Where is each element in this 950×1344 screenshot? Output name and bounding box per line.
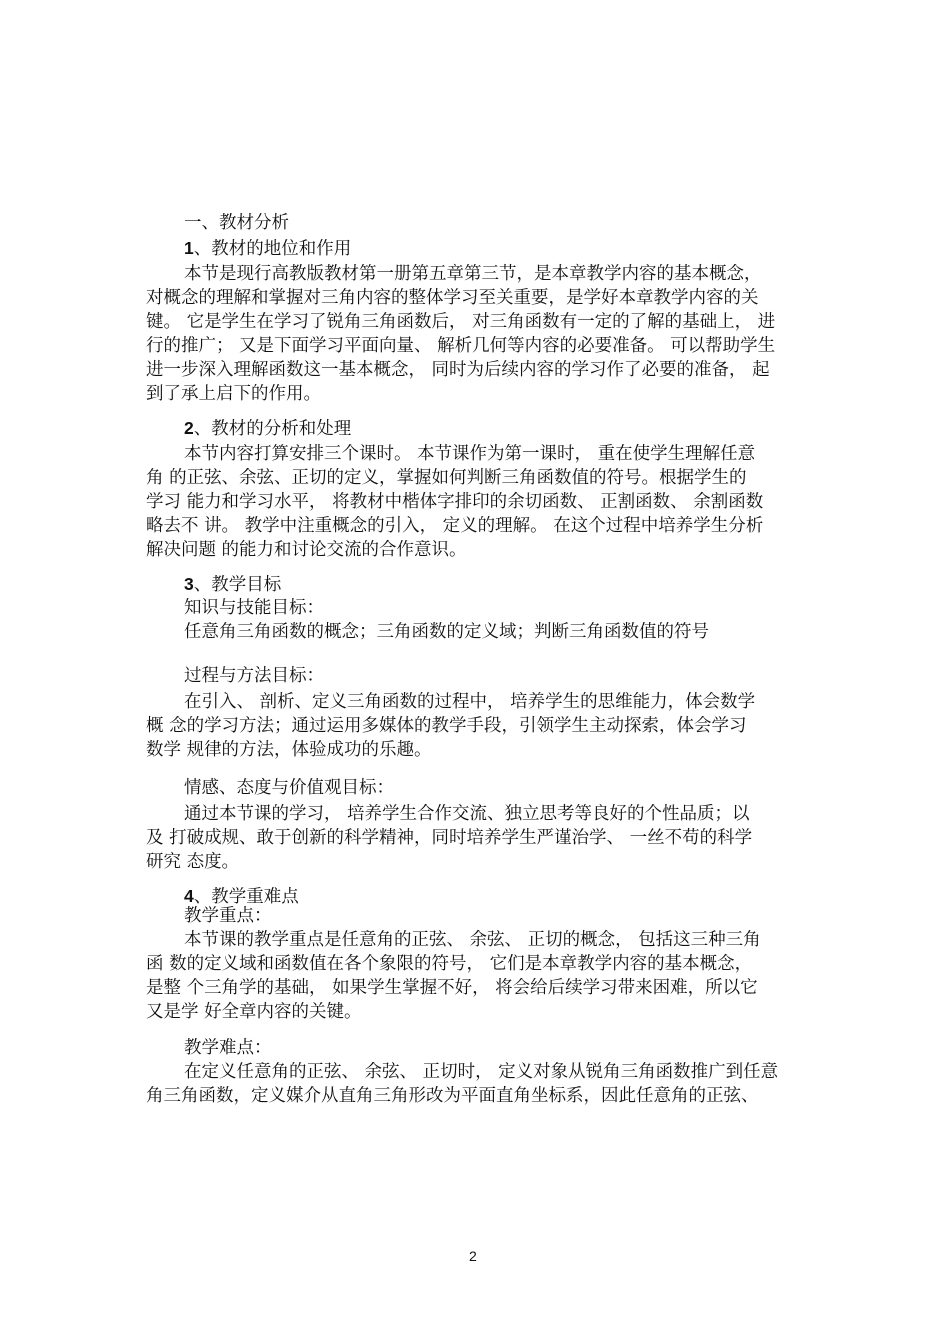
paragraph-line: 角三角函数，定义媒介从直角三角形改为平面直角坐标系，因此任意角的正弦、 (146, 1086, 759, 1106)
paragraph-line: 本节课的教学重点是任意角的正弦、 余弦、 正切的概念， 包括这三种三角 (184, 930, 761, 950)
paragraph-line: 进一步深入理解函数这一基本概念， 同时为后续内容的学习作了必要的准备， 起 (146, 360, 770, 380)
page-number: 2 (469, 1248, 477, 1264)
goal-label-knowledge: 知识与技能目标： (184, 598, 324, 618)
paragraph-line: 角 的正弦、余弦、正切的定义，掌握如何判断三角函数值的符号。根据学生的 (146, 468, 747, 488)
paragraph-line: 行的推广； 又是下面学习平面向量、 解析几何等内容的必要准备。 可以帮助学生 (146, 336, 776, 356)
subheading-2 (184, 416, 351, 441)
paragraph-line: 本节内容打算安排三个课时。 本节课作为第一课时， 重在使学生理解任意 (184, 444, 756, 464)
goal-label-process: 过程与方法目标： (184, 666, 324, 686)
paragraph-line: 数学 规律的方法，体验成功的乐趣。 (146, 740, 432, 760)
difficult-point-label: 教学难点： (184, 1038, 272, 1058)
paragraph-line: 解决问题 的能力和讨论交流的合作意识。 (146, 540, 467, 560)
paragraph-line: 学习 能力和学习水平， 将教材中楷体字排印的余切函数、 正割函数、 余割函数 (146, 492, 764, 512)
paragraph-line: 本节是现行高教版教材第一册第五章第三节，是本章教学内容的基本概念， (184, 264, 762, 284)
section-heading: 一、教材分析 (184, 213, 289, 233)
paragraph-line: 通过本节课的学习， 培养学生合作交流、独立思考等良好的个性品质；以 (184, 804, 750, 824)
paragraph-line: 键。 它是学生在学习了锐角三角函数后， 对三角函数有一定的了解的基础上， 进 (146, 312, 776, 332)
subheading-number: 4 (184, 886, 194, 906)
paragraph-line: 又是学 好全章内容的关键。 (146, 1002, 362, 1022)
subheading-title: 、教学目标 (193, 575, 282, 595)
subheading-number: 1 (184, 238, 194, 258)
subheading-title: 、教材的地位和作用 (193, 239, 352, 259)
key-point-label: 教学重点： (184, 906, 272, 926)
subheading-number: 3 (184, 574, 194, 594)
subheading-title: 、教学重难点 (193, 887, 299, 907)
paragraph-line: 及 打破成规、敢于创新的科学精神，同时培养学生严谨治学、 一丝不苟的科学 (146, 828, 753, 848)
paragraph-line: 函 数的定义域和函数值在各个象限的符号， 它们是本章教学内容的基本概念， (146, 954, 753, 974)
subheading-title: 、教材的分析和处理 (193, 419, 352, 439)
subheading-3 (184, 572, 281, 597)
subheading-number: 2 (184, 418, 194, 438)
paragraph-line: 是整 个三角学的基础， 如果学生掌握不好， 将会给后续学习带来困难，所以它 (146, 978, 758, 998)
paragraph-line: 概 念的学习方法；通过运用多媒体的教学手段，引领学生主动探索，体会学习 (146, 716, 747, 736)
paragraph-line: 在定义任意角的正弦、 余弦、 正切时， 定义对象从锐角三角函数推广到任意 (184, 1062, 779, 1082)
goal-label-attitude: 情感、态度与价值观目标： (184, 778, 394, 798)
subheading-1 (184, 236, 351, 261)
paragraph-line: 在引入、 剖析、定义三角函数的过程中， 培养学生的思维能力，体会数学 (184, 692, 756, 712)
paragraph-line: 略去不 讲。 教学中注重概念的引入， 定义的理解。 在这个过程中培养学生分析 (146, 516, 764, 536)
paragraph-line: 到了承上启下的作用。 (146, 384, 321, 404)
paragraph-line: 研究 态度。 (146, 852, 240, 872)
goal-text-knowledge: 任意角三角函数的概念；三角函数的定义域；判断三角函数值的符号 (184, 622, 709, 642)
paragraph-line: 对概念的理解和掌握对三角内容的整体学习至关重要，是学好本章教学内容的关 (146, 288, 759, 308)
